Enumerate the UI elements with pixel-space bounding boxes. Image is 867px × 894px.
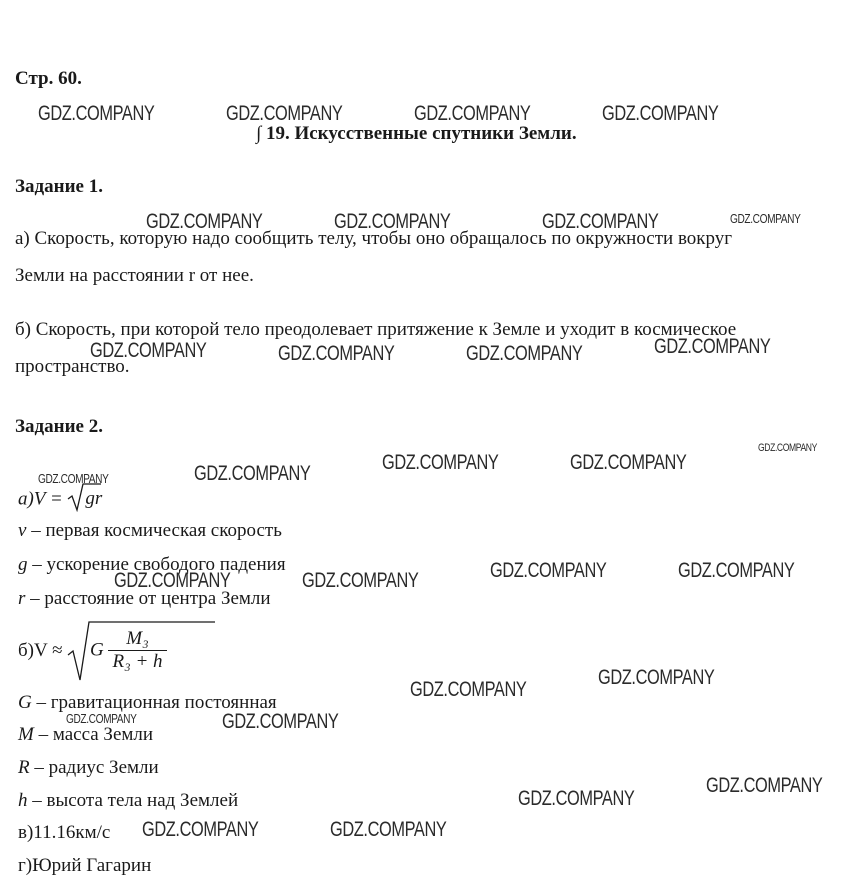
watermark: GDZ.COMPANY	[146, 210, 263, 233]
def-M-text: – масса Земли	[33, 724, 154, 745]
watermark: GDZ.COMPANY	[414, 102, 531, 125]
watermark: GDZ.COMPANY	[654, 335, 771, 358]
watermark: GDZ.COMPANY	[570, 451, 687, 474]
watermark: GDZ.COMPANY	[330, 818, 447, 841]
watermark: GDZ.COMPANY	[90, 339, 207, 362]
watermark: GDZ.COMPANY	[142, 818, 259, 841]
watermark: GDZ.COMPANY	[706, 774, 823, 797]
def-h	[18, 790, 238, 812]
def-h-symbol: h	[18, 790, 28, 811]
watermark: GDZ.COMPANY	[490, 559, 607, 582]
watermark: GDZ.COMPANY	[730, 211, 801, 226]
watermark: GDZ.COMPANY	[410, 678, 527, 701]
formula-a-radicand: gr	[85, 488, 103, 510]
def-v-text: – первая космическая скорость	[26, 520, 282, 541]
formula-a	[18, 482, 102, 518]
watermark: GDZ.COMPANY	[194, 462, 311, 485]
watermark: GDZ.COMPANY	[302, 569, 419, 592]
formula-b-numerator: M₃	[108, 628, 166, 651]
task1-answer-a-line1: а) Скорость, которую надо сообщить телу, чтобы оно обращалось по окружности вокруг	[15, 228, 733, 249]
watermark: GDZ.COMPANY	[66, 711, 137, 726]
answer-g: г)Юрий Гагарин	[18, 855, 152, 876]
def-R-symbol: R	[18, 757, 30, 778]
task2-heading: Задание 2.	[15, 416, 103, 437]
formula-b-constant: G	[90, 639, 104, 661]
watermark: GDZ.COMPANY	[38, 471, 109, 486]
def-v	[18, 520, 282, 542]
section-title: ∫ 19. Искусственные спутники Земли.	[256, 123, 577, 144]
watermark: GDZ.COMPANY	[598, 666, 715, 689]
formula-b-fraction	[108, 628, 166, 673]
task1-answer-b-line1: б) Скорость, при которой тело преодолевает притяжение к Земле и уходит в космическое	[15, 319, 737, 340]
def-g-symbol: g	[18, 554, 28, 575]
watermark: GDZ.COMPANY	[278, 342, 395, 365]
watermark: GDZ.COMPANY	[38, 102, 155, 125]
watermark: GDZ.COMPANY	[678, 559, 795, 582]
def-G-symbol: G	[18, 692, 32, 713]
watermark: GDZ.COMPANY	[542, 210, 659, 233]
def-r-text: – расстояние от центра Земли	[25, 588, 271, 609]
def-v-symbol: v	[18, 520, 27, 541]
formula-b-inner	[90, 628, 167, 673]
watermark: GDZ.COMPANY	[518, 787, 635, 810]
task1-heading: Задание 1.	[15, 176, 103, 197]
formula-b-denominator: R₃ + h	[112, 651, 163, 672]
formula-a-prefix: а)V =	[18, 488, 63, 510]
def-G-text: – гравитационная постоянная	[31, 692, 277, 713]
watermark: GDZ.COMPANY	[114, 569, 231, 592]
watermark: GDZ.COMPANY	[382, 451, 499, 474]
def-M	[18, 724, 153, 746]
answer-v: в)11.16км/с	[18, 822, 111, 843]
def-h-text: – высота тела над Землей	[27, 790, 239, 811]
watermark: GDZ.COMPANY	[602, 102, 719, 125]
task1-answer-a-line2: Земли на расстоянии r от нее.	[15, 265, 254, 286]
page-reference: Стр. 60.	[15, 68, 82, 89]
formula-b-prefix: б)V ≈	[18, 640, 63, 661]
watermark: GDZ.COMPANY	[222, 710, 339, 733]
def-M-symbol: M	[18, 724, 34, 745]
def-g-text: – ускорение свободого падения	[27, 554, 286, 575]
watermark: GDZ.COMPANY	[226, 102, 343, 125]
watermark: GDZ.COMPANY	[334, 210, 451, 233]
def-R-text: – радиус Земли	[29, 757, 159, 778]
task1-answer-b-line2: пространство.	[15, 356, 130, 377]
def-R	[18, 757, 159, 779]
def-r-symbol: r	[18, 588, 26, 609]
watermark: GDZ.COMPANY	[466, 342, 583, 365]
watermark: GDZ.COMPANY	[758, 442, 817, 454]
